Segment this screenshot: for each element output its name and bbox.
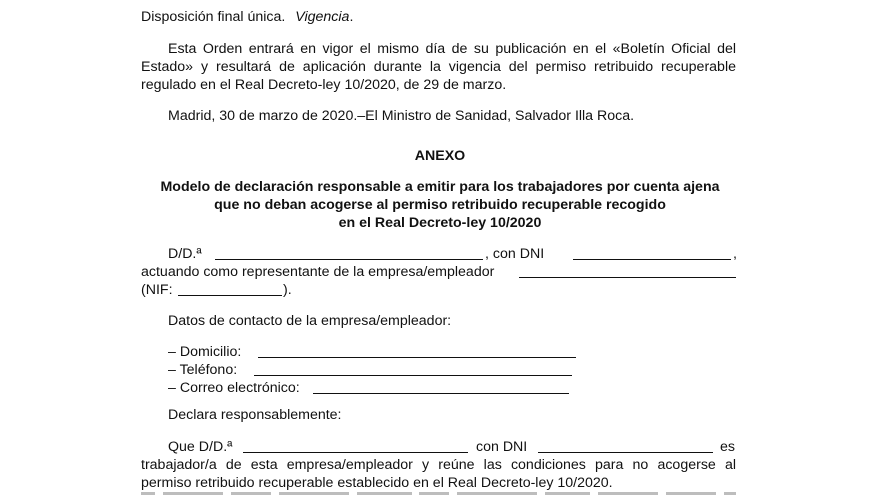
form-nif-label: (NIF: <box>141 282 173 298</box>
es-label: es <box>720 439 735 455</box>
worker-name-blank <box>243 439 468 453</box>
domicilio-label: – Domicilio: <box>168 344 242 360</box>
final-provision-end: . <box>349 9 354 25</box>
dni-blank <box>573 246 731 260</box>
form-nif-close: ). <box>283 282 292 298</box>
annex-subtitle: que no deban acogerse al permiso retribuido recuperable recogido <box>214 197 666 213</box>
form-comma: , <box>733 246 737 262</box>
annex-title: ANEXO <box>414 148 466 164</box>
final-provision-label: Disposición final única. <box>141 9 286 25</box>
company-blank <box>519 264 736 278</box>
form-dd-label: D/D.ª <box>168 246 202 262</box>
paragraph-line: trabajador/a de esta empresa/empleador y reúne las condiciones para no acogerse al <box>141 457 736 473</box>
worker-dni-blank <box>538 439 713 453</box>
final-provision-heading <box>141 8 353 26</box>
paragraph-line: permiso retribuido recuperable establecido en el Real Decreto-ley 10/2020. <box>141 475 613 491</box>
final-provision-italic: Vigencia <box>295 9 350 25</box>
que-dd-label: Que D/D.ª <box>168 439 233 455</box>
worker-dni-label: con DNI <box>476 439 528 455</box>
correo-label: – Correo electrónico: <box>168 380 300 396</box>
annex-subtitle: Modelo de declaración responsable a emitir para los trabajadores por cuenta ajena <box>160 179 720 195</box>
correo-blank <box>313 380 569 394</box>
nif-blank <box>178 282 282 296</box>
form-dni-label: , con DNI <box>485 246 545 262</box>
cut-off-line <box>141 487 736 495</box>
telefono-label: – Teléfono: <box>168 362 238 378</box>
declaration-heading: Declara responsablemente: <box>168 407 342 423</box>
annex-subtitle: en el Real Decreto-ley 10/2020 <box>338 215 542 231</box>
signature-line: Madrid, 30 de marzo de 2020.–El Ministro de Sanidad, Salvador Illa Roca. <box>168 108 635 124</box>
form-representative-label: actuando como representante de la empresa/empleador <box>141 264 495 280</box>
telefono-blank <box>254 362 572 376</box>
name-blank <box>215 246 483 260</box>
domicilio-blank <box>258 344 576 358</box>
paragraph-line: regulado en el Real Decreto-ley 10/2020, de 29 de marzo. <box>141 77 507 93</box>
paragraph-line: Esta Orden entrará en vigor el mismo día de su publicación en el «Boletín Oficial del <box>168 41 736 57</box>
contact-heading: Datos de contacto de la empresa/empleador: <box>168 313 452 329</box>
paragraph-line: Estado» y resultará de aplicación durante la vigencia del permiso retribuido recuperable <box>141 59 736 75</box>
